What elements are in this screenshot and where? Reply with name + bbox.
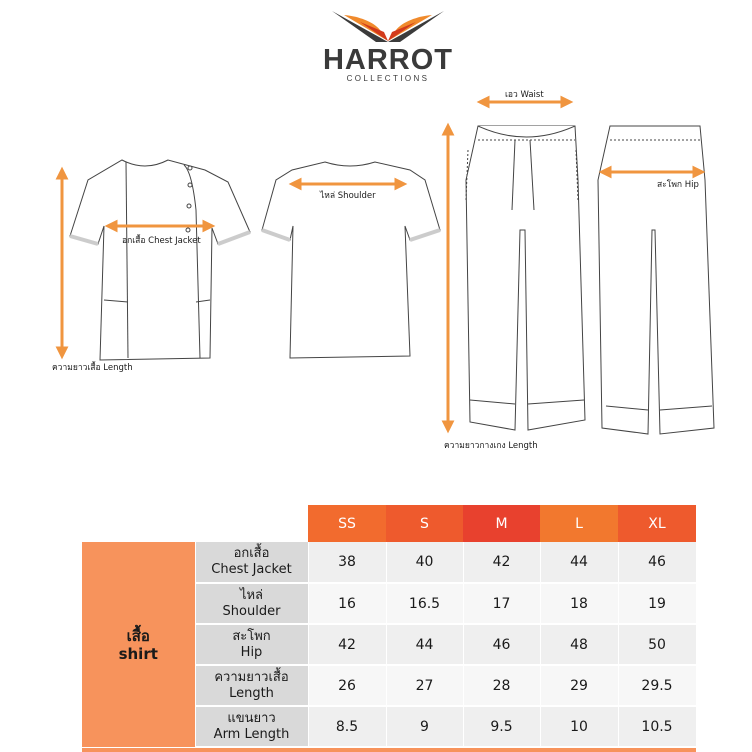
hip-label: สะโพก Hip: [657, 180, 699, 190]
size-chart-table: [82, 505, 697, 748]
cell-value: 42: [308, 624, 386, 665]
pants-front-outline: [466, 126, 585, 430]
cell-value: 16: [308, 583, 386, 624]
measure-en: Chest Jacket: [211, 562, 292, 577]
cell-value: 29: [540, 665, 618, 706]
measure-th: อกเสื้อ: [233, 546, 270, 561]
measure-hip: [195, 624, 308, 665]
measure-arm-length: [195, 706, 308, 747]
measure-th: ความยาวเสื้อ: [214, 669, 289, 685]
cell-value: 38: [308, 542, 386, 583]
cell-value: 19: [618, 583, 696, 624]
cell-value: 48: [540, 624, 618, 665]
size-header-ss: SS: [308, 505, 386, 542]
cell-value: 44: [540, 542, 618, 583]
cell-value: 9.5: [463, 706, 540, 747]
table-row-chest: [82, 542, 696, 583]
category-th: เสื้อ: [126, 626, 150, 645]
measure-en: Hip: [240, 644, 263, 660]
category-en: shirt: [118, 644, 158, 663]
measure-th: แขนยาว: [227, 710, 276, 726]
pants-length-label: ความยาวกางเกง Length: [444, 441, 538, 451]
header-spacer: [82, 505, 308, 542]
cell-value: 29.5: [618, 665, 696, 706]
chest-label: อกเสื้อ Chest Jacket: [122, 236, 201, 246]
measure-chest: [195, 542, 308, 583]
cell-value: 46: [618, 542, 696, 583]
cell-value: 40: [386, 542, 463, 583]
size-header-row: [82, 505, 696, 542]
size-header-s: S: [386, 505, 463, 542]
brand-subtitle: COLLECTIONS: [346, 74, 430, 83]
cell-value: 9: [386, 706, 463, 747]
waist-label: เอว Waist: [505, 90, 544, 100]
size-header-m: M: [463, 505, 540, 542]
measure-en: Length: [229, 685, 274, 701]
cell-value: 46: [463, 624, 540, 665]
cell-value: 8.5: [308, 706, 386, 747]
measure-shoulder: [195, 583, 308, 624]
shirt-length-label: ความยาวเสื้อ Length: [52, 363, 133, 373]
brand-name: HARROT: [322, 44, 454, 76]
measure-length: [195, 665, 308, 706]
cell-value: 42: [463, 542, 540, 583]
cell-value: 10.5: [618, 706, 696, 747]
measure-th: สะโพก: [232, 628, 271, 644]
cell-value: 16.5: [386, 583, 463, 624]
cell-value: 28: [463, 665, 540, 706]
measure-en: Shoulder: [222, 603, 281, 619]
cell-value: 26: [308, 665, 386, 706]
cell-value: 50: [618, 624, 696, 665]
table-bottom-strip: [82, 748, 696, 752]
shirt-front-outline: [70, 160, 250, 360]
cell-value: 18: [540, 583, 618, 624]
category-shirt: [82, 542, 195, 747]
size-header-l: L: [540, 505, 618, 542]
size-header-xl: XL: [618, 505, 696, 542]
cell-value: 44: [386, 624, 463, 665]
cell-value: 27: [386, 665, 463, 706]
shoulder-label: ไหล่ Shoulder: [320, 191, 376, 201]
measure-th: ไหล่: [239, 587, 264, 603]
cell-value: 10: [540, 706, 618, 747]
measure-en: Arm Length: [213, 726, 290, 742]
cell-value: 17: [463, 583, 540, 624]
